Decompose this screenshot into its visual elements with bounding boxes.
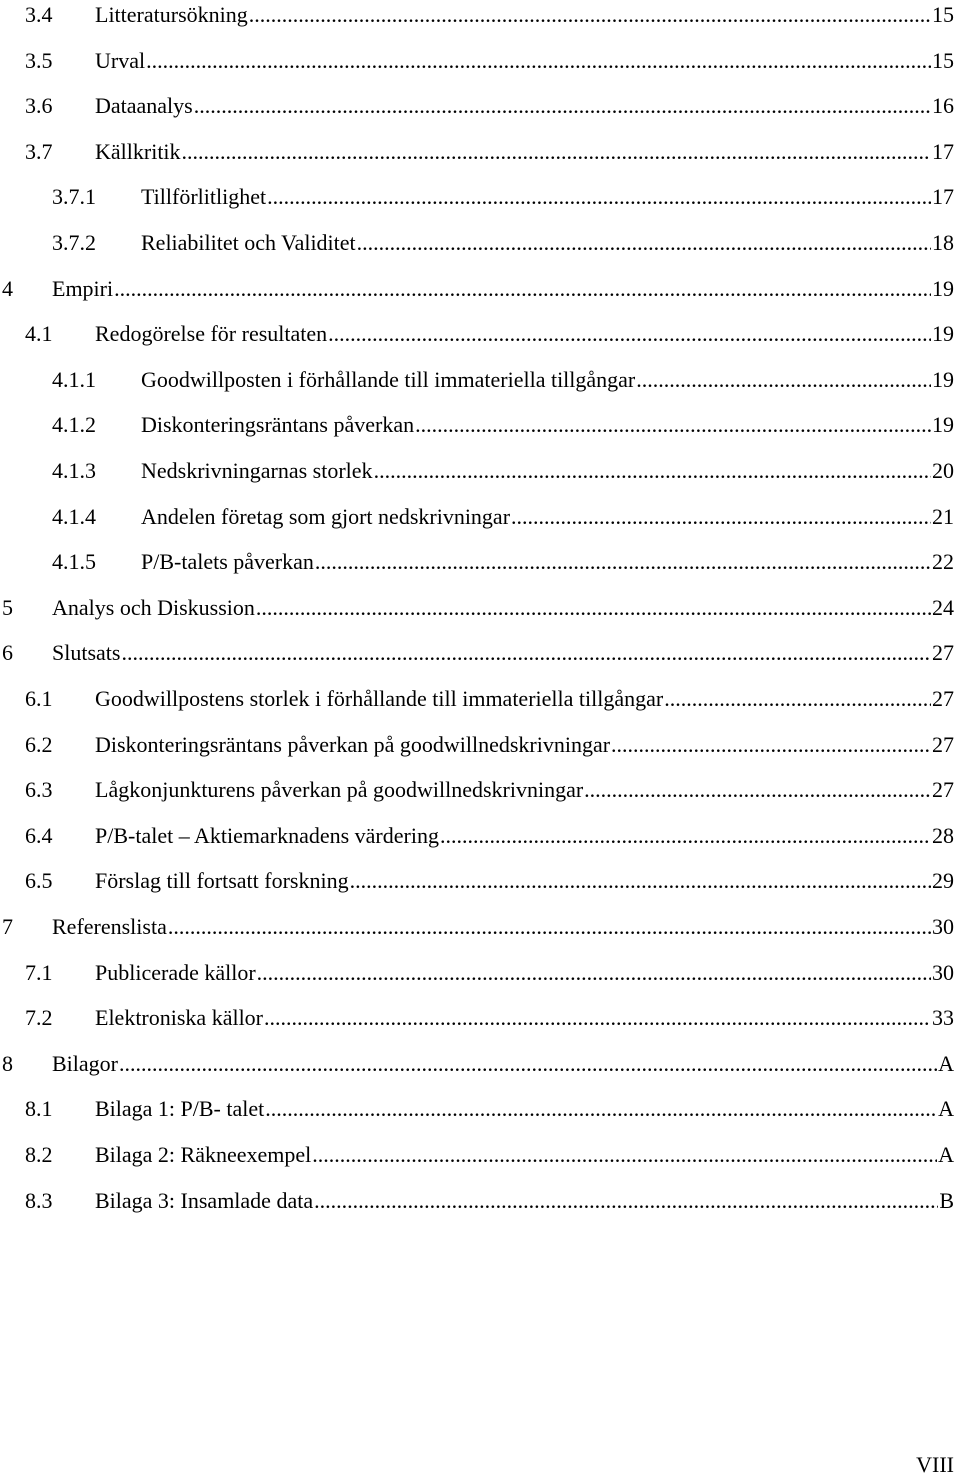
toc-entry-number: 4.1.5 [52, 549, 96, 575]
toc-dot-leader [114, 274, 931, 304]
toc-entry-line [52, 593, 954, 623]
toc-entry-line [95, 730, 954, 760]
toc-dot-leader [440, 821, 931, 851]
toc-entry-line [141, 547, 954, 577]
toc-entry[interactable] [0, 319, 960, 349]
toc-entry-title: Källkritik [95, 138, 181, 164]
toc-entry-number: 6.2 [25, 731, 53, 757]
toc-entry-title: Redogörelse för resultaten [95, 321, 328, 347]
toc-entry-number: 6.5 [25, 868, 53, 894]
toc-dot-leader [168, 912, 931, 942]
toc-entry-page: 30 [932, 959, 954, 985]
toc-entry[interactable] [0, 547, 960, 577]
toc-entry[interactable] [0, 0, 960, 30]
toc-entry[interactable] [0, 912, 960, 942]
toc-dot-leader [265, 1094, 937, 1124]
toc-entry[interactable] [0, 1140, 960, 1170]
toc-entry-line [95, 46, 954, 76]
toc-entry-line [95, 775, 954, 805]
toc-entry-page: 19 [932, 366, 954, 392]
toc-dot-leader [584, 775, 931, 805]
toc-dot-leader [119, 1049, 937, 1079]
toc-entry-title: Empiri [52, 275, 114, 301]
toc-entry-number: 7.2 [25, 1005, 53, 1031]
toc-entry[interactable] [0, 137, 960, 167]
toc-entry-title: Goodwillposten i förhållande till immateriella tillgångar [141, 366, 636, 392]
toc-entry[interactable] [0, 46, 960, 76]
toc-entry-number: 4.1.2 [52, 412, 96, 438]
toc-entry[interactable] [0, 1094, 960, 1124]
toc-entry-page: 19 [932, 412, 954, 438]
toc-dot-leader [636, 365, 931, 395]
toc-entry-number: 3.5 [25, 47, 53, 73]
toc-entry-number: 8.1 [25, 1096, 53, 1122]
toc-dot-leader [374, 456, 931, 486]
toc-entry-page: A [938, 1050, 954, 1076]
toc-dot-leader [194, 91, 931, 121]
toc-entry-title: P/B-talets påverkan [141, 549, 314, 575]
toc-entry-number: 3.7.1 [52, 184, 96, 210]
toc-entry-title: Bilagor [52, 1050, 118, 1076]
toc-entry-title: Urval [95, 47, 146, 73]
toc-dot-leader [312, 1140, 937, 1170]
toc-entry-page: 27 [932, 640, 954, 666]
toc-entry-title: Publicerade källor [95, 959, 256, 985]
toc-entry-title: Diskonteringsräntans påverkan [141, 412, 415, 438]
toc-entry-page: 24 [932, 594, 954, 620]
toc-entry[interactable] [0, 821, 960, 851]
toc-dot-leader [182, 137, 931, 167]
toc-entry-line [141, 456, 954, 486]
toc-entry[interactable] [0, 775, 960, 805]
toc-entry-title: Nedskrivningarnas storlek [141, 458, 373, 483]
toc-entry-page: 27 [932, 777, 954, 803]
toc-entry-number: 3.7 [25, 138, 53, 164]
toc-entry-line [95, 319, 954, 349]
toc-entry-title: Analys och Diskussion [52, 594, 255, 620]
toc-dot-leader [256, 593, 931, 623]
toc-entry-page: A [938, 1142, 954, 1167]
toc-entry-title: P/B-talet – Aktiemarknadens värdering [95, 822, 439, 848]
toc-entry-line [52, 638, 954, 668]
toc-entry-line [95, 1003, 954, 1033]
toc-entry-number: 4.1.4 [52, 503, 96, 529]
toc-entry-page: 19 [932, 275, 954, 301]
toc-entry-number: 8.3 [25, 1187, 53, 1213]
toc-entry-title: Goodwillpostens storlek i förhållande till immateriella tillgångar [95, 686, 664, 711]
toc-entry-title: Litteratursökning [95, 2, 248, 27]
toc-entry-title: Reliabilitet och Validitet [141, 230, 356, 255]
toc-entry-number: 7.1 [25, 959, 53, 985]
toc-dot-leader [146, 46, 931, 76]
toc-entry-number: 5 [2, 594, 13, 620]
toc-dot-leader [121, 638, 931, 668]
toc-dot-leader [267, 182, 931, 212]
toc-entry-line [52, 1049, 954, 1079]
toc-entry-number: 4 [2, 275, 13, 301]
toc-dot-leader [664, 684, 931, 714]
toc-entry-line [52, 274, 954, 304]
toc-entry-page: 21 [932, 503, 954, 529]
toc-entry[interactable] [0, 684, 960, 714]
toc-entry-number: 6 [2, 640, 13, 666]
toc-dot-leader [314, 1186, 938, 1216]
toc-entry-line [52, 912, 954, 942]
toc-entry-page: 22 [932, 549, 954, 575]
toc-entry[interactable] [0, 1186, 960, 1216]
toc-entry-line [95, 91, 954, 121]
toc-entry[interactable] [0, 1049, 960, 1079]
toc-entry-number: 7 [2, 914, 13, 939]
toc-entry-page: 17 [932, 184, 954, 210]
toc-entry-number: 4.1.1 [52, 366, 96, 392]
toc-dot-leader [264, 1003, 931, 1033]
toc-entry[interactable] [0, 866, 960, 896]
toc-entry-line [141, 365, 954, 395]
toc-entry-title: Lågkonjunkturens påverkan på goodwillnedskrivningar [95, 777, 584, 803]
toc-entry-number: 3.4 [25, 2, 53, 27]
toc-entry-title: Förslag till fortsatt forskning [95, 868, 349, 894]
toc-entry-line [141, 410, 954, 440]
toc-entry-title: Bilaga 1: P/B- talet [95, 1096, 265, 1122]
toc-entry-line [95, 137, 954, 167]
toc-entry-page: 17 [932, 138, 954, 164]
toc-entry-title: Elektroniska källor [95, 1005, 264, 1031]
toc-entry-title: Bilaga 3: Insamlade data [95, 1187, 314, 1213]
toc-entry[interactable] [0, 228, 960, 258]
toc-entry-number: 4.1.3 [52, 458, 96, 483]
toc-entry-page: B [939, 1187, 954, 1213]
toc-entry[interactable] [0, 91, 960, 121]
toc-entry-line [141, 502, 954, 532]
toc-entry[interactable] [0, 274, 960, 304]
toc-entry-page: 20 [932, 458, 954, 483]
toc-entry[interactable] [0, 365, 960, 395]
toc-entry[interactable] [0, 1003, 960, 1033]
toc-dot-leader [357, 228, 931, 258]
toc-entry-page: 18 [932, 230, 954, 255]
toc-entry[interactable] [0, 638, 960, 668]
toc-dot-leader [315, 547, 931, 577]
toc-entry-page: 30 [932, 914, 954, 939]
toc-entry-page: 19 [932, 321, 954, 347]
toc-entry[interactable] [0, 958, 960, 988]
toc-entry-line [95, 1094, 954, 1124]
toc-entry-page: 15 [932, 2, 954, 27]
toc-dot-leader [415, 410, 931, 440]
toc-entry-line [95, 1186, 954, 1216]
toc-entry-number: 3.6 [25, 93, 53, 119]
toc-entry-number: 8.2 [25, 1142, 53, 1167]
toc-entry-line [95, 821, 954, 851]
toc-entry-number: 3.7.2 [52, 230, 96, 255]
toc-entry[interactable] [0, 456, 960, 486]
toc-entry-number: 6.3 [25, 777, 53, 803]
toc-dot-leader [257, 958, 931, 988]
toc-entry-number: 4.1 [25, 321, 53, 347]
toc-entry-line [141, 228, 954, 258]
toc-entry[interactable] [0, 410, 960, 440]
toc-entry-number: 6.1 [25, 686, 53, 711]
toc-entry-title: Diskonteringsräntans påverkan på goodwillnedskrivningar [95, 731, 611, 757]
toc-entry-line [95, 958, 954, 988]
toc-entry-page: 27 [932, 731, 954, 757]
toc-entry-page: A [938, 1096, 954, 1122]
toc-entry-page: 29 [932, 868, 954, 894]
toc-entry-page: 16 [932, 93, 954, 119]
toc-entry[interactable] [0, 502, 960, 532]
toc-dot-leader [249, 0, 931, 30]
toc-entry-title: Tillförlitlighet [141, 184, 267, 210]
toc-dot-leader [511, 502, 931, 532]
toc-entry-page: 15 [932, 47, 954, 73]
toc-entry-page: 27 [932, 686, 954, 711]
toc-entry-line [95, 684, 954, 714]
toc-entry-line [95, 0, 954, 30]
toc-entry-number: 6.4 [25, 822, 53, 848]
toc-entry-page: 28 [932, 822, 954, 848]
toc-entry-line [95, 866, 954, 896]
toc-entry-title: Slutsats [52, 640, 121, 666]
toc-entry[interactable] [0, 182, 960, 212]
toc-dot-leader [350, 866, 931, 896]
toc-dot-leader [611, 730, 931, 760]
toc-entry-number: 8 [2, 1050, 13, 1076]
toc-entry[interactable] [0, 593, 960, 623]
toc-entry-title: Bilaga 2: Räkneexempel [95, 1142, 312, 1167]
toc-entry[interactable] [0, 730, 960, 760]
toc-entry-title: Referenslista [52, 914, 167, 939]
toc-entry-title: Andelen företag som gjort nedskrivningar [141, 503, 511, 529]
toc-entry-page: 33 [932, 1005, 954, 1031]
toc-entry-line [141, 182, 954, 212]
toc-entry-title: Dataanalys [95, 93, 193, 119]
toc-dot-leader [328, 319, 931, 349]
page-number: VIII [916, 1452, 954, 1477]
toc-entry-line [95, 1140, 954, 1170]
